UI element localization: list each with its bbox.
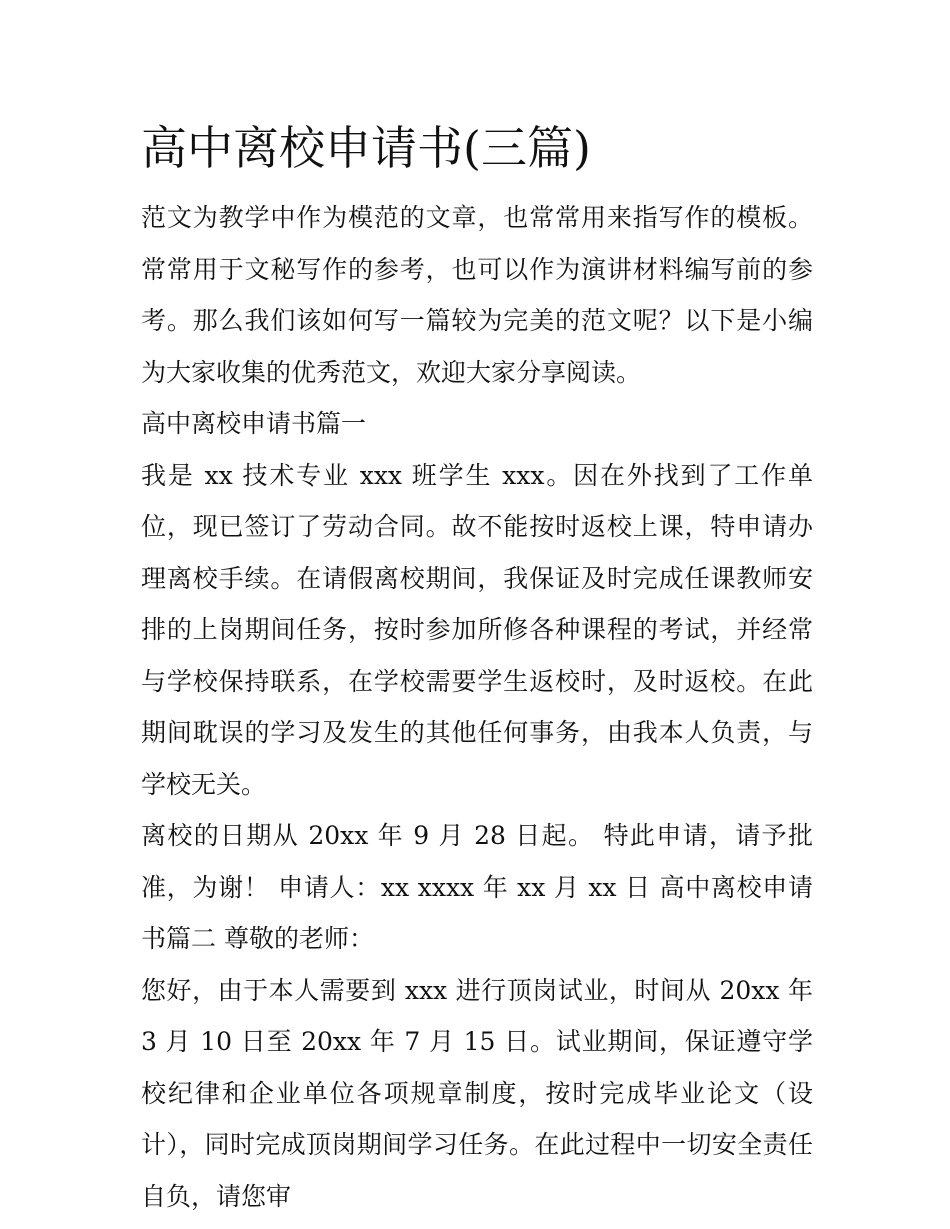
paragraph-date-signature: 离校的日期从 20xx 年 9 月 28 日起。 特此申请，请予批准，为谢！ 申请人：xx xxxx 年 xx 月 xx 日 高中离校申请书篇二 尊敬的老师： xyxy=(141,821,813,953)
document-page xyxy=(141,112,813,1222)
document-title: 高中离校申请书(三篇) xyxy=(141,121,591,175)
paragraph-body-two: 您好，由于本人需要到 xxx 进行顶岗试业，时间从 20xx 年 3 月 10 日至 20xx 年 7 月 15 日。试业期间，保证遵守学校纪律和企业单位各项规章制度，按时完成毕业论文（设计），同时完成顶岗期间学习任务。在此过程中一切安全责任自负，请您审 xyxy=(141,975,813,1211)
section-heading-one: 高中离校申请书篇一 xyxy=(141,409,367,438)
paragraph-body-one: 我是 xx 技术专业 xxx 班学生 xxx。因在外找到了工作单位，现已签订了劳动合同。故不能按时返校上课，特申请办理离校手续。在请假离校期间，我保证及时完成任课教师安排的上岗期间任务，按时参加所修各种课程的考试，并经常与学校保持联系，在学校需要学生返校时，及时返校。在此期间耽误的学习及发生的其他任何事务，由我本人负责，与学校无关。 xyxy=(141,460,813,799)
paragraph-intro: 范文为教学中作为模范的文章，也常常用来指写作的模板。常常用于文秘写作的参考，也可以作为演讲材料编写前的参考。那么我们该如何写一篇较为完美的范文呢？以下是小编为大家收集的优秀范文，欢迎大家分享阅读。 xyxy=(141,203,813,387)
